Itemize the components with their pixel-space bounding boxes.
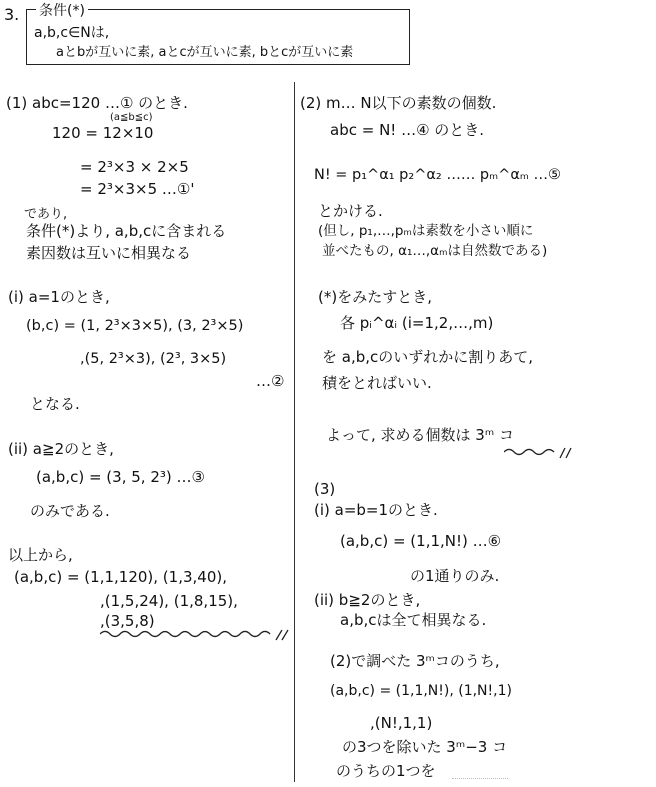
summary-heading: 以上から, [8,546,73,564]
part2-text-4: (*)をみたすとき, [318,288,432,306]
part3-heading: (3) [314,480,336,498]
problem-number: 3. [4,5,20,24]
part2-answer: よって, 求める個数は 3ᵐ コ [326,426,514,444]
part3-case2-heading: (ii) b≧2のとき, [314,591,421,609]
summary-line-3: ,(3,5,8) [100,612,155,630]
reasoning-text-1: であり, [24,207,68,222]
part1-heading: (1) abc=120 …① のとき. [6,94,188,112]
part3-case1-ending: の1通りのみ. [410,567,500,585]
reasoning-text-3: 素因数は互いに相異なる [26,244,192,262]
case1-equation-2: ,(5, 2³×3), (2³, 3×5) [80,351,227,367]
case2-equation: (a,b,c) = (3, 5, 2³) …③ [36,468,205,486]
part2-equation: abc = N! …④ のとき. [330,121,485,139]
part1-order-note: (a≦b≦c) [110,112,153,123]
condition-line-2: aとbが互いに素, aとcが互いに素, bとcが互いに素 [56,45,354,60]
part2-heading: (2) m… N以下の素数の個数. [300,94,497,112]
case1-ending: となる. [30,395,80,413]
summary-underline [100,628,290,642]
condition-line-1: a,b,c∈Nは, [34,25,110,41]
part3-text-3: ,(N!,1,1) [370,714,433,732]
part2-text-5: 各 pᵢ^αᵢ (i=1,2,…,m) [340,314,494,332]
part2-text-7: 積をとればいい. [322,374,432,392]
case1-equation-1: (b,c) = (1, 2³×3×5), (3, 2³×5) [26,318,244,334]
faded-handwriting [452,764,508,779]
part2-answer-underline [504,446,576,460]
part2-text-6: を a,b,cのいずれかに割りあて, [322,348,534,366]
case2-heading: (ii) a≧2のとき, [8,440,114,458]
column-divider [294,82,295,782]
factor-step-3: = 2³×3×5 …①' [80,180,195,198]
part3-text-5: のうちの1つを [336,762,436,780]
part3-case1-equation: (a,b,c) = (1,1,N!) …⑥ [340,532,502,550]
part3-case1-heading: (i) a=b=1のとき. [314,501,438,519]
part3-text-4: の3つを除いた 3ᵐ−3 コ [342,738,508,756]
condition-title: 条件(*) [36,2,88,20]
part3-case2-text: a,b,cは全て相異なる. [340,611,487,629]
factor-step-1: 120 = 12×10 [52,124,154,142]
reasoning-text-2: 条件(*)より, a,b,cに含まれる [26,222,227,240]
part2-text-2: (但し, p₁,…,pₘは素数を小さい順に [318,223,534,239]
part3-text-2: (a,b,c) = (1,1,N!), (1,N!,1) [330,683,512,699]
part2-factorization: N! = p₁^α₁ p₂^α₂ …… pₘ^αₘ …⑤ [314,167,562,183]
case1-heading: (i) a=1のとき, [8,288,110,306]
case1-reference: …② [256,372,285,390]
part2-text-3: 並べたもの, α₁…,αₘは自然数である) [322,243,548,259]
case2-ending: のみである. [30,502,110,520]
summary-line-1: (a,b,c) = (1,1,120), (1,3,40), [14,568,227,586]
part3-text-1: (2)で調べた 3ᵐコのうち, [330,652,500,670]
part2-text-1: とかける. [318,202,383,220]
factor-step-2: = 2³×3 × 2×5 [80,158,189,176]
summary-line-2: ,(1,5,24), (1,8,15), [100,592,238,610]
